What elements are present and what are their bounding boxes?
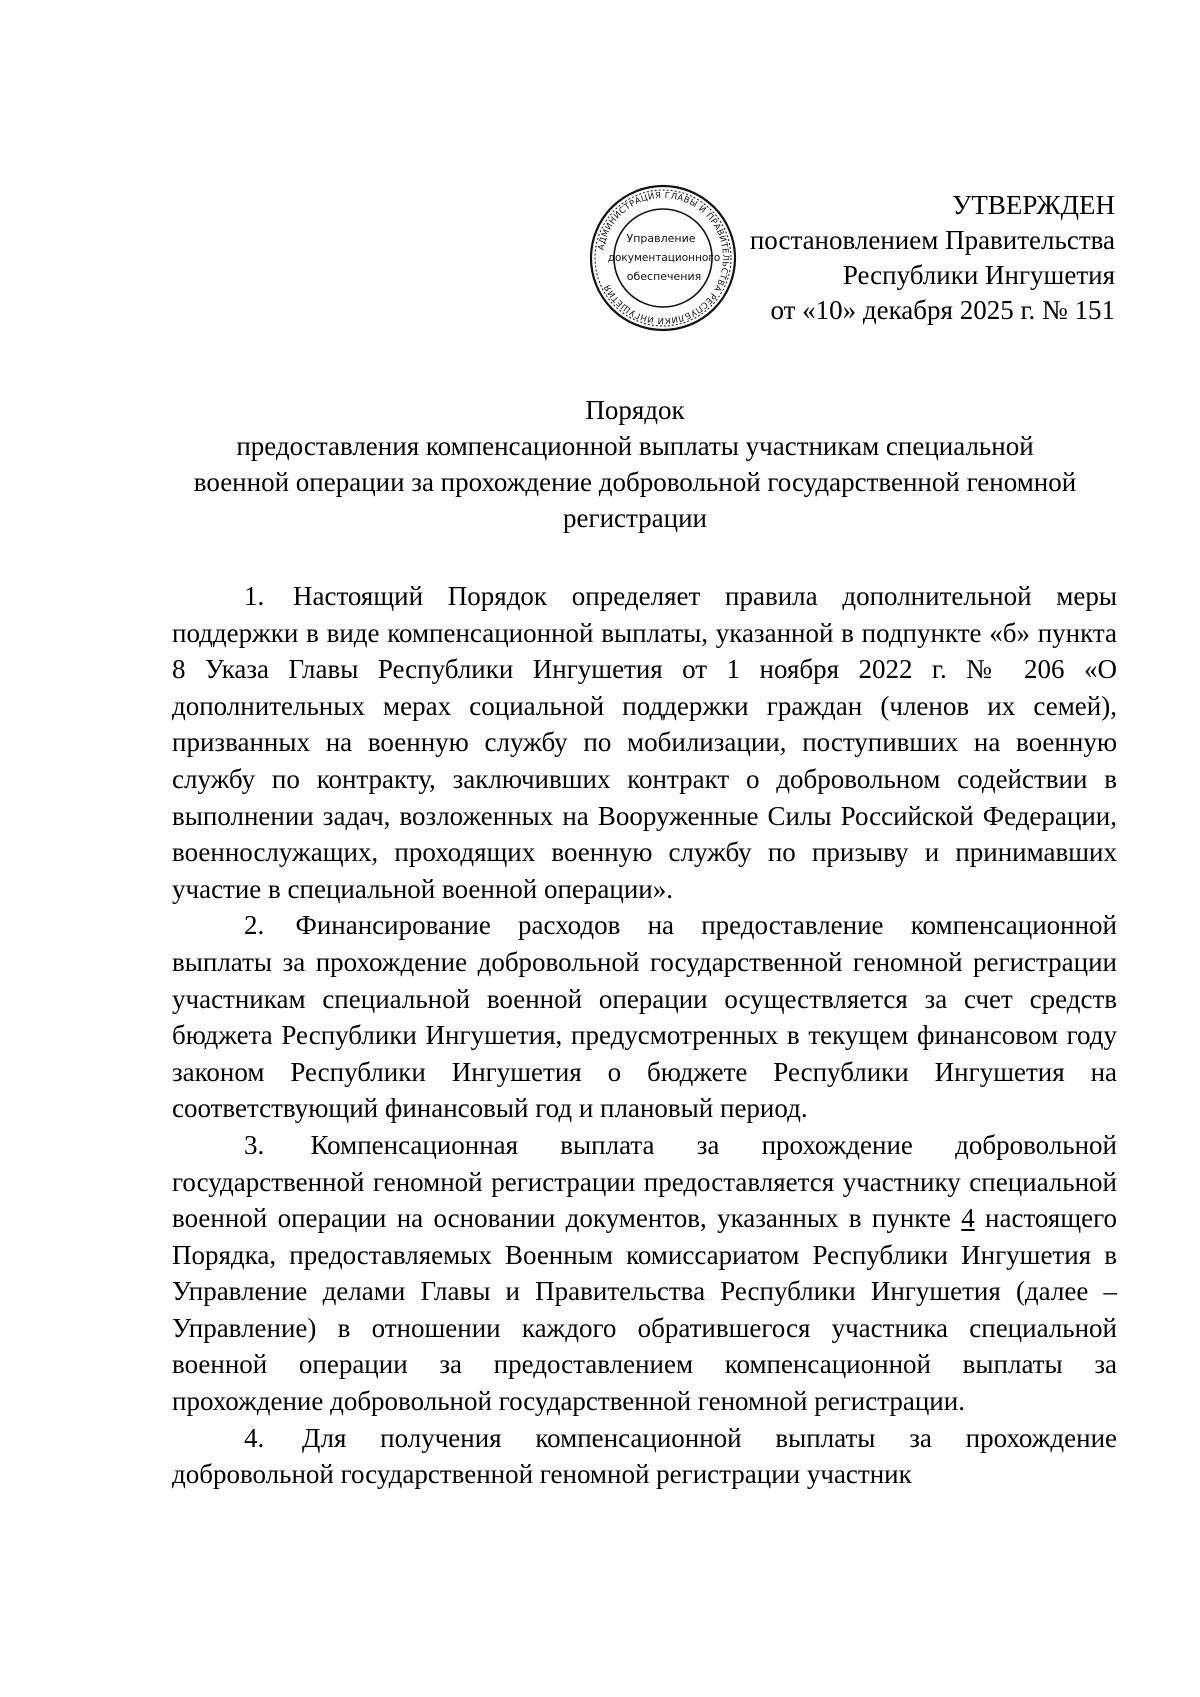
approval-heading: УТВЕРЖДЕН bbox=[952, 190, 1115, 220]
title-line-3: военной операции за прохождение добровольной государственной геномной bbox=[193, 467, 1077, 497]
paragraph-4 bbox=[172, 1420, 1117, 1493]
paragraph-2 bbox=[172, 907, 1117, 1127]
paragraph-text: Для получения компенсационной выплаты за прохождение добровольной государственной геномной регистрации участник bbox=[172, 1422, 1118, 1490]
paragraph-1 bbox=[172, 578, 1117, 907]
seal-center-line-3: обеспечения bbox=[626, 270, 702, 283]
paragraph-text-after: настоящего Порядка, предоставляемых Военным комиссариатом Республики Ингушетия в Управление делами Главы и Правительства Республики Ингушетия (далее – Управление) в отношении каждого обратившегося участника специальной военной операции за предоставлением компенсационной выплаты за прохождение добровольной государственной геномной регистрации. bbox=[172, 1203, 1117, 1417]
title-line-4: регистрации bbox=[563, 503, 707, 533]
paragraph-3 bbox=[172, 1127, 1117, 1420]
approval-block bbox=[695, 188, 1115, 328]
document-body bbox=[172, 578, 1117, 1493]
document-title bbox=[150, 392, 1120, 536]
approval-line-4: от «10» декабря 2025 г. № 151 bbox=[770, 295, 1115, 325]
paragraph-number: 4. bbox=[244, 1422, 265, 1453]
approval-line-3: Республики Ингушетия bbox=[842, 260, 1115, 290]
approval-line-2: постановлением Правительства bbox=[749, 225, 1115, 255]
seal-outer-text: АДМИНИСТРАЦИЯ ГЛАВЫ И ПРАВИТЕЛЬСТВА РЕСПУБЛИКИ ИНГУШЕТИЯ bbox=[596, 190, 731, 326]
seal-center-line-2: документационного bbox=[607, 252, 721, 264]
title-line-1: Порядок bbox=[585, 395, 685, 425]
paragraph-number: 2. bbox=[244, 910, 265, 941]
paragraph-text-before: Компенсационная выплата за прохождение добровольной государственной геномной регистрации предоставляется участнику специальной военной операции на основании документов, указанных в пункте bbox=[172, 1129, 1117, 1234]
paragraph-text: Настоящий Порядок определяет правила дополнительной меры поддержки в виде компенсационной выплаты, указанной в подпункте «б» пункта 8 Указа Главы Республики Ингушетия от 1 ноября 2022 г. № 206 «О дополнительных мерах социальной поддержки граждан (членов их семей), призванных на военную службу по мобилизации, поступивших на военную службу по контракту, заключивших контракт о добровольном содействии в выполнении задач, возложенных на Вооруженные Силы Российской Федерации, военнослужащих, проходящих военную службу по призыву и принимавших участие в специальной военной операции». bbox=[172, 581, 1117, 904]
title-line-2: предоставления компенсационной выплаты участникам специальной bbox=[236, 431, 1034, 461]
paragraph-number: 3. bbox=[244, 1129, 265, 1160]
paragraph-reference-link[interactable]: 4 bbox=[961, 1203, 975, 1234]
seal-center-line-1: Управление bbox=[626, 232, 696, 245]
paragraph-number: 1. bbox=[244, 581, 265, 611]
paragraph-text: Финансирование расходов на предоставление компенсационной выплаты за прохождение добровольной государственной геномной регистрации участникам специальной военной операции осуществляется за счет средств бюджета Республики Ингушетия, предусмотренных в текущем финансовом году законом Республики Ингушетия о бюджете Республики Ингушетия на соответствующий финансовый год и плановый период. bbox=[172, 910, 1118, 1124]
